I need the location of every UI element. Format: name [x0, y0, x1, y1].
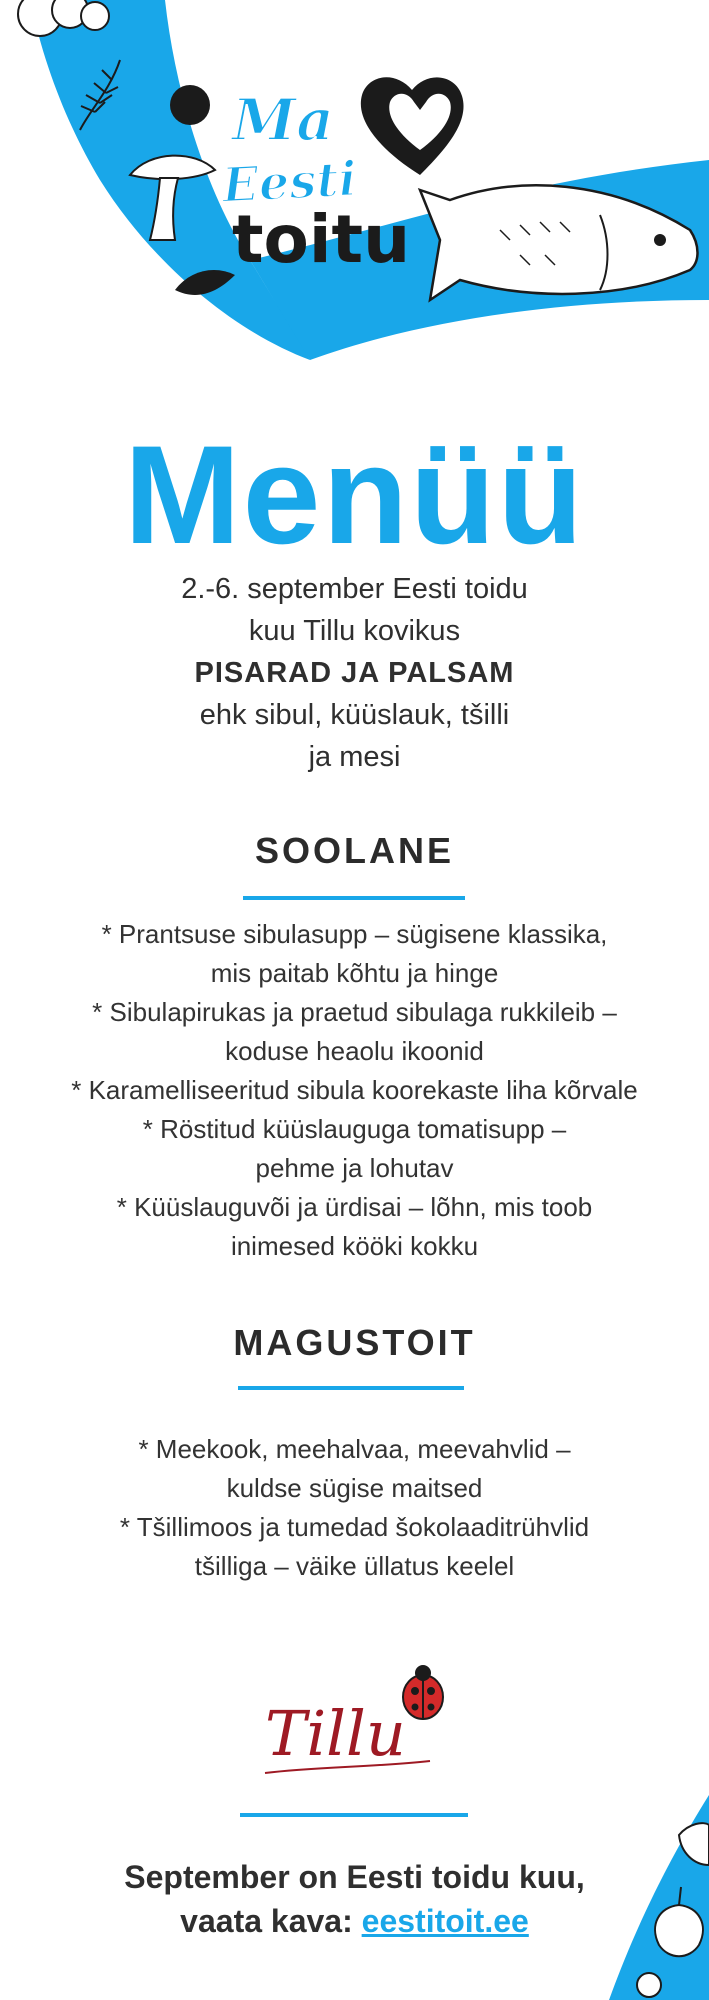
footer-prefix: vaata kava: [180, 1903, 362, 1939]
brand-logo [255, 1655, 455, 1785]
footer-line: September on Eesti toidu kuu, [124, 1859, 585, 1895]
intro-venue: kuu Tillu kovikus [248, 615, 461, 647]
website-link[interactable]: eestitoit.ee [361, 1903, 529, 1939]
intro-block [0, 568, 709, 778]
footer-line [0, 1899, 709, 1943]
intro-dates: 2.-6. september Eesti toidu [181, 573, 528, 605]
header-illustration [0, 0, 709, 380]
list-item: mis paitab kõhtu ja hinge [210, 958, 499, 988]
list-item: kuldse sügise maitsed [226, 1473, 483, 1503]
section-divider [238, 1386, 464, 1390]
list-item: koduse heaolu ikoonid [225, 1036, 484, 1066]
savory-items [0, 915, 709, 1266]
logo-heart-icon [361, 77, 464, 175]
logo-text-toitu: toitu [232, 201, 411, 278]
intro-subtitle-cont: ja mesi [308, 741, 401, 773]
list-item: tšilliga – väike üllatus keelel [194, 1551, 515, 1581]
list-item: pehme ja lohutav [255, 1153, 454, 1183]
page-title: Menüü [123, 416, 586, 573]
footer [0, 1855, 709, 1943]
list-item: * Prantsuse sibulasupp – sügisene klassika, [101, 919, 608, 949]
section-divider [243, 896, 465, 900]
logo-text-eesti: Eesti [220, 151, 359, 215]
dessert-items [0, 1430, 709, 1586]
list-item: * Tšillimoos ja tumedad šokolaaditrühvlid [119, 1512, 590, 1542]
list-item: * Karamelliseeritud sibula koorekaste liha kõrvale [71, 1075, 638, 1105]
footer-divider [240, 1813, 468, 1817]
ladybug-icon [403, 1665, 443, 1719]
section-heading-savory: SOOLANE [254, 830, 454, 871]
intro-subtitle: ehk sibul, küüslauk, tšilli [199, 699, 510, 731]
section-heading-dessert: MAGUSTOIT [233, 1322, 476, 1363]
logo-text-ma: Ma [232, 86, 334, 154]
list-item: * Küüslauguvõi ja ürdisai – lõhn, mis toob [116, 1192, 593, 1222]
list-item: * Meekook, meehalvaa, meevahvlid – [138, 1434, 571, 1464]
list-item: inimesed kööki kokku [230, 1231, 479, 1261]
brand-name: Tillu [265, 1697, 406, 1770]
list-item: * Röstitud küüslauguga tomatisupp – [142, 1114, 567, 1144]
list-item: * Sibulapirukas ja praetud sibulaga rukkileib – [92, 997, 617, 1027]
intro-theme: PISARAD JA PALSAM [194, 657, 515, 689]
